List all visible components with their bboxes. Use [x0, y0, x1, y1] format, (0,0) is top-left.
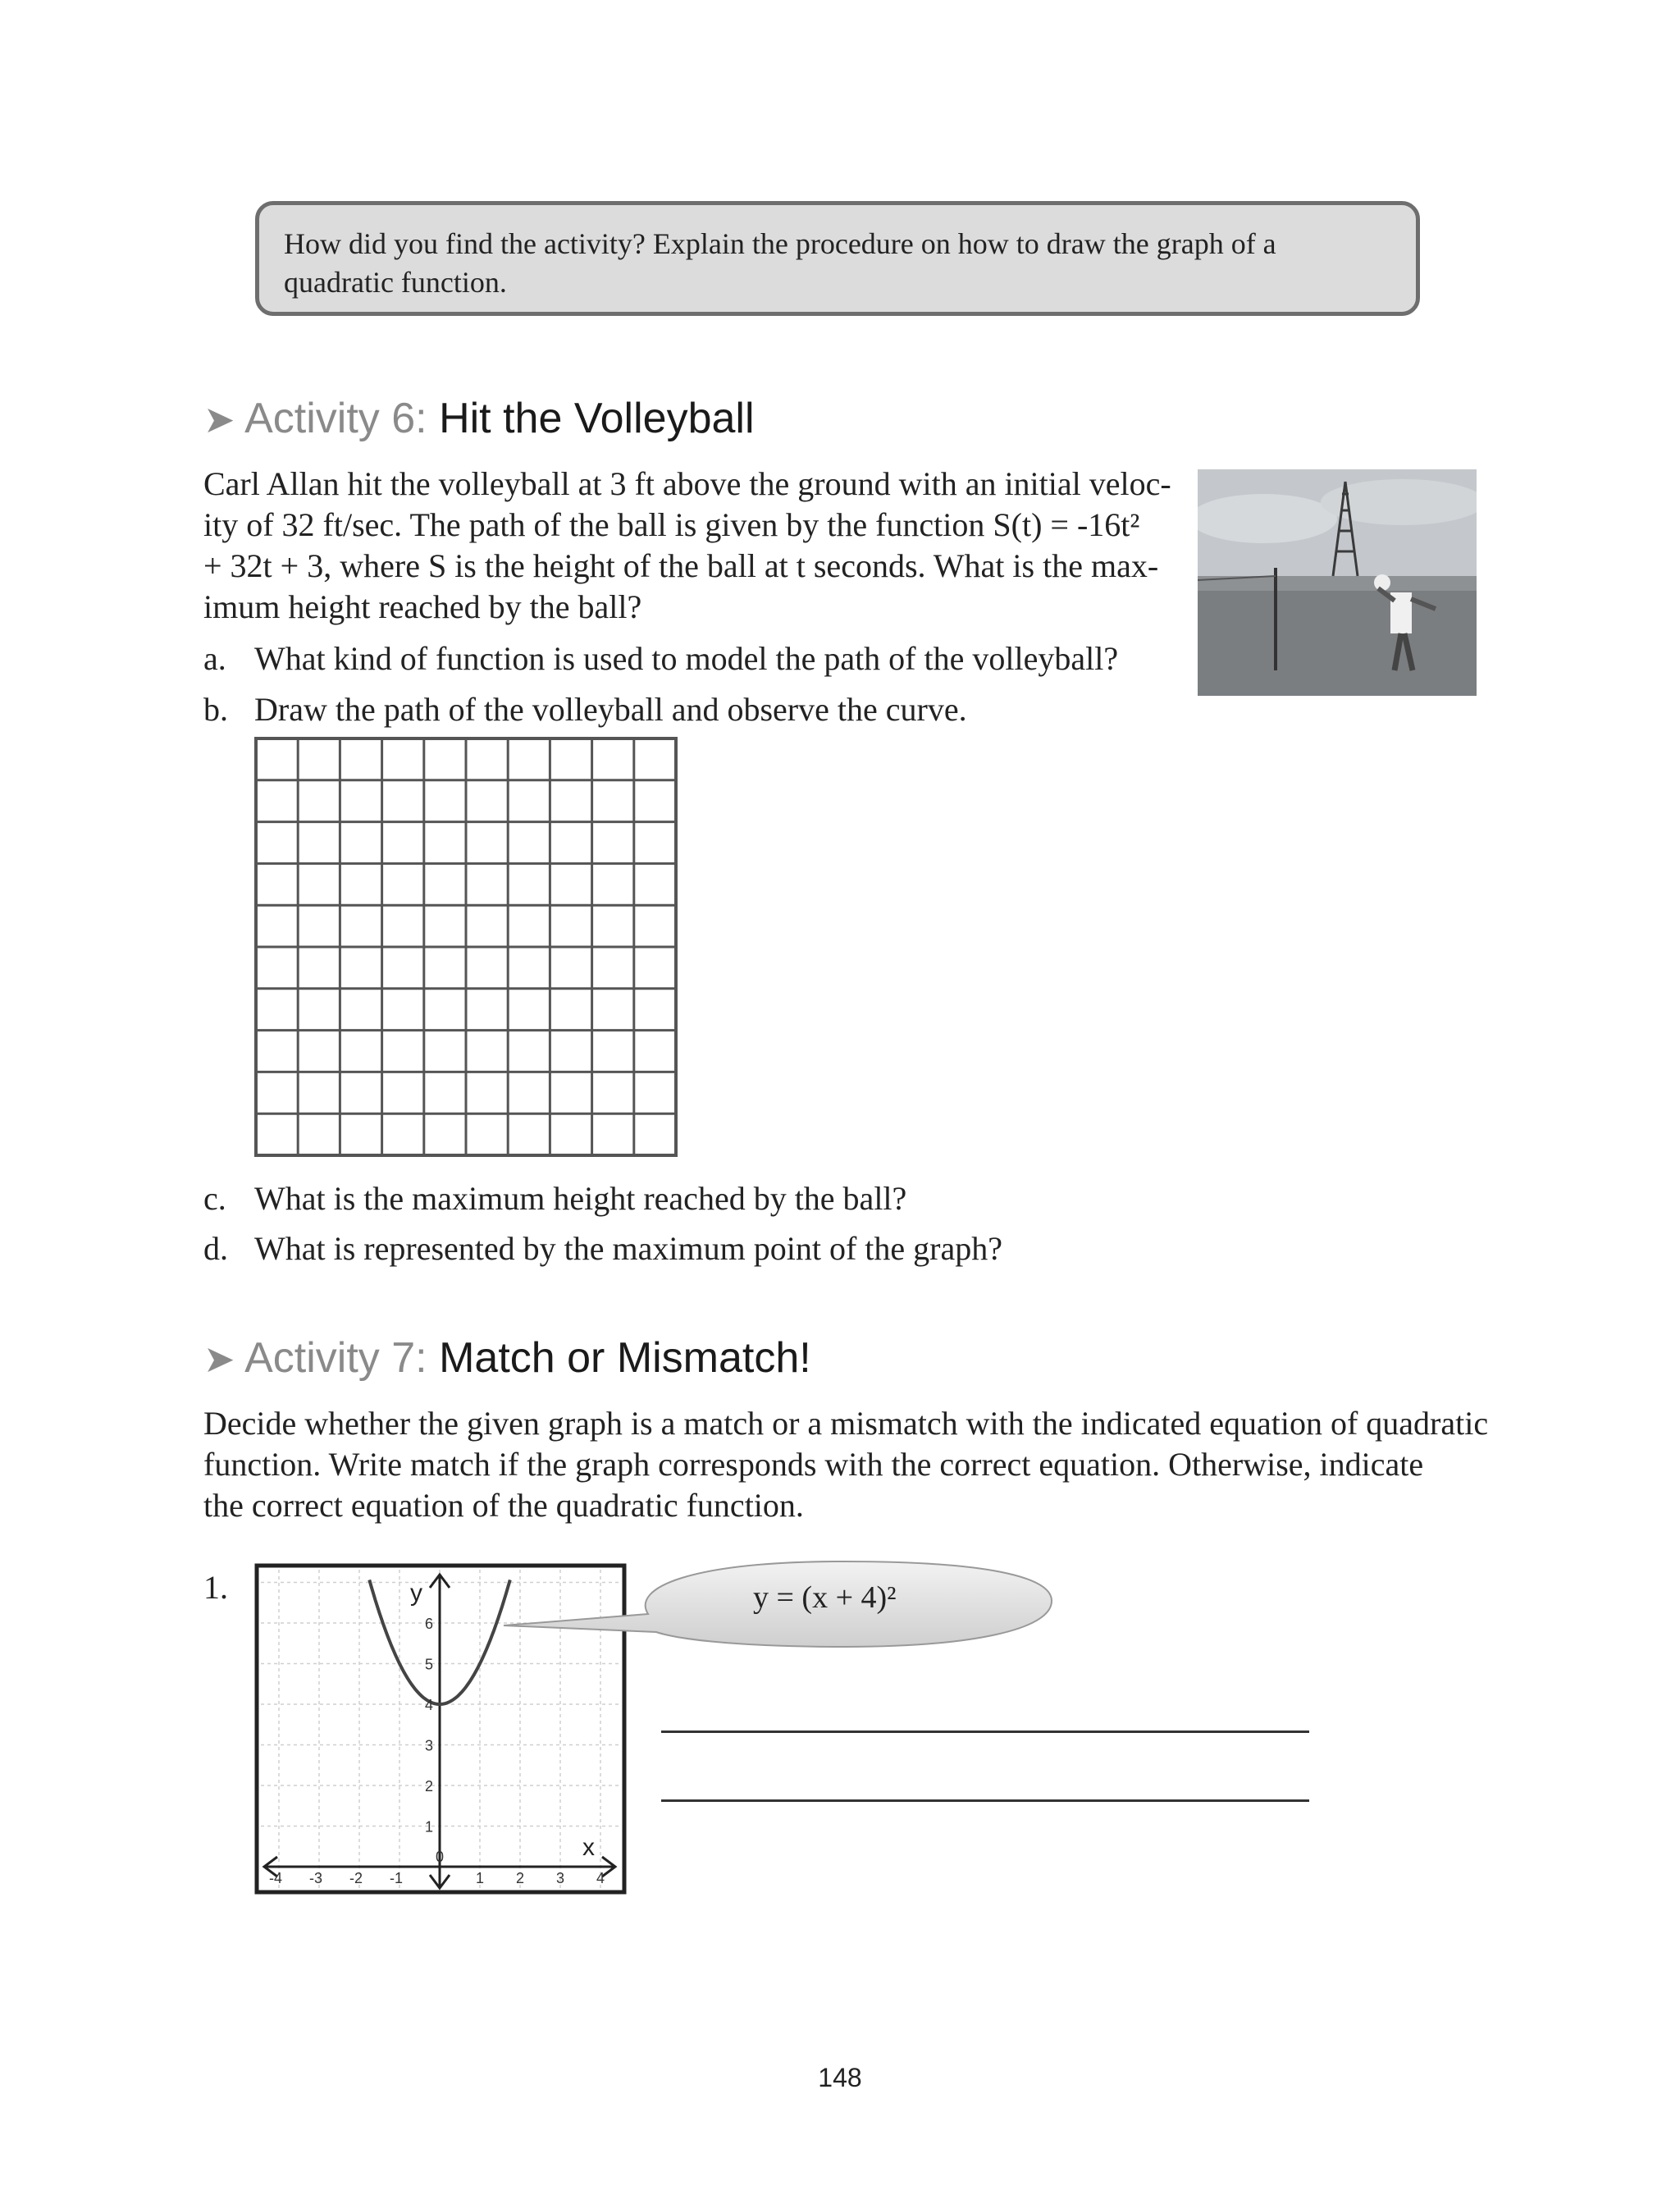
- paragraph-line: Carl Allan hit the volleyball at 3 ft above the ground with an initial veloc-: [203, 465, 1171, 502]
- paragraph-line: ity of 32 ft/sec. The path of the ball is given by the function S(t) = -16t²: [203, 506, 1140, 543]
- x-tick-label: -2: [349, 1870, 363, 1886]
- question-text: Draw the path of the volleyball and observe the curve.: [254, 691, 967, 728]
- reflection-box: [255, 201, 1420, 316]
- equation-text: y = (x + 4)²: [753, 1580, 897, 1615]
- x-tick-label: 1: [476, 1870, 485, 1886]
- question-label: d.: [203, 1230, 228, 1267]
- question-text: What kind of function is used to model the path of the volleyball?: [254, 640, 1119, 677]
- question-label: c.: [203, 1180, 226, 1217]
- activity-6-heading: [203, 394, 755, 444]
- question-c: [203, 1178, 906, 1219]
- y-axis-label: y: [410, 1580, 422, 1607]
- y-tick-label: 5: [425, 1656, 434, 1673]
- x-tick-label: 4: [596, 1870, 605, 1886]
- x-tick-label: 2: [516, 1870, 525, 1886]
- question-d: [203, 1228, 1002, 1269]
- activity-6-paragraph: [203, 464, 1188, 628]
- answer-line-2[interactable]: [661, 1799, 1309, 1802]
- y-tick-label: 4: [425, 1697, 434, 1713]
- x-tick-label: 0: [436, 1849, 445, 1865]
- y-tick-label: 3: [425, 1737, 434, 1754]
- x-tick-label: 3: [556, 1870, 565, 1886]
- paragraph-line: imum height reached by the ball?: [203, 588, 642, 625]
- page-number: 148: [818, 2063, 862, 2092]
- x-tick-label: -3: [309, 1870, 323, 1886]
- activity-7-number: Activity 7:: [244, 1334, 427, 1382]
- activity-6-title: Hit the Volleyball: [439, 395, 755, 442]
- drawing-grid[interactable]: [254, 737, 678, 1157]
- x-tick-label: -1: [390, 1870, 404, 1886]
- activity-7-paragraph: [203, 1403, 1489, 1526]
- paragraph-line: + 32t + 3, where S is the height of the ball at t seconds. What is the max-: [203, 547, 1159, 584]
- question-text: What is the maximum height reached by the ball?: [254, 1180, 907, 1217]
- volleyball-photo: [1198, 469, 1477, 696]
- x-axis-label: x: [582, 1834, 595, 1861]
- reflection-text: How did you find the activity? Explain the procedure on how to draw the graph of a quadratic function.: [284, 227, 1276, 299]
- problem-1-label: 1.: [203, 1569, 228, 1606]
- question-b: [203, 689, 967, 730]
- answer-line-1[interactable]: [661, 1731, 1309, 1733]
- paragraph-line: Decide whether the given graph is a match or a mismatch with the indicated equation of quadratic: [203, 1405, 1489, 1442]
- paragraph-line: function. Write match if the graph corresponds with the correct equation. Otherwise, indicate: [203, 1446, 1424, 1483]
- arrow-icon: ➤: [203, 398, 235, 441]
- arrow-icon: ➤: [203, 1337, 235, 1380]
- activity-6-number: Activity 6:: [244, 395, 427, 442]
- y-tick-label: 1: [425, 1818, 434, 1836]
- question-a: [203, 638, 1118, 679]
- y-tick-label: 2: [425, 1778, 434, 1795]
- question-label: a.: [203, 640, 226, 677]
- activity-7-heading: [203, 1333, 811, 1383]
- paragraph-line: the correct equation of the quadratic function.: [203, 1487, 804, 1524]
- question-label: b.: [203, 691, 228, 728]
- question-text: What is represented by the maximum point of the graph?: [254, 1230, 1002, 1267]
- activity-7-title: Match or Mismatch!: [439, 1334, 811, 1382]
- x-tick-label: -4: [269, 1870, 283, 1886]
- y-tick-label: 6: [425, 1616, 434, 1632]
